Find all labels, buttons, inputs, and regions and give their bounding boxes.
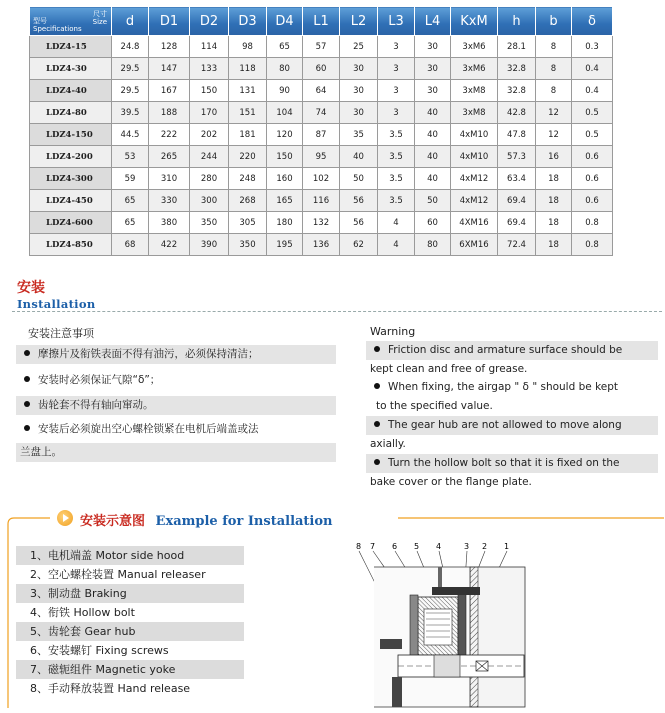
value-cell: 69.4: [498, 212, 536, 234]
value-cell: 64: [303, 80, 340, 102]
value-cell: 3.5: [378, 168, 415, 190]
parts-list-item: 2、空心螺栓装置 Manual releaser: [30, 568, 206, 581]
value-cell: 40: [415, 124, 451, 146]
value-cell: 3xM8: [451, 102, 498, 124]
value-cell: 102: [303, 168, 340, 190]
note-zh-4: [16, 420, 336, 462]
note-en-text: When fixing, the airgap " δ " should be kept: [388, 381, 619, 393]
table-row: [30, 102, 613, 124]
note-zh-text: 齿轮套不得有轴向窜动。: [38, 399, 154, 411]
value-cell: 12: [536, 102, 572, 124]
note-en-text: The gear hub are not allowed to move along: [388, 419, 622, 431]
parts-list-item: 5、齿轮套 Gear hub: [16, 622, 244, 641]
corner-model-label-en: Specifications: [33, 25, 82, 33]
value-cell: 265: [149, 146, 190, 168]
bullet-icon: [374, 346, 380, 352]
value-cell: 30: [415, 36, 451, 58]
value-cell: 53: [112, 146, 149, 168]
value-cell: 114: [190, 36, 229, 58]
column-header: L4: [415, 7, 451, 36]
table-corner-cell: [30, 7, 112, 36]
corner-model-label: 型号: [33, 17, 47, 25]
section-divider: [12, 311, 662, 312]
example-title-en: Example for Installation: [155, 514, 333, 529]
value-cell: 167: [149, 80, 190, 102]
example-title: [80, 510, 333, 529]
installation-diagram: [352, 537, 527, 709]
note-zh-3: [16, 396, 336, 415]
value-cell: 42.8: [498, 102, 536, 124]
model-cell: LDZ4-80: [30, 102, 112, 124]
value-cell: 3: [378, 36, 415, 58]
value-cell: 30: [340, 58, 378, 80]
value-cell: 330: [149, 190, 190, 212]
model-cell: LDZ4-200: [30, 146, 112, 168]
value-cell: 30: [340, 80, 378, 102]
value-cell: 8: [536, 58, 572, 80]
model-cell: LDZ4-30: [30, 58, 112, 80]
note-en-text-cont: bake cover or the flange plate.: [370, 476, 532, 488]
value-cell: 30: [415, 58, 451, 80]
bullet-icon: [24, 350, 30, 356]
value-cell: 0.5: [572, 124, 613, 146]
value-cell: 29.5: [112, 58, 149, 80]
value-cell: 30: [415, 80, 451, 102]
value-cell: 40: [415, 146, 451, 168]
note-en-text: Friction disc and armature surface should be: [388, 344, 623, 356]
value-cell: 0.5: [572, 102, 613, 124]
value-cell: 3.5: [378, 190, 415, 212]
value-cell: 56: [340, 212, 378, 234]
value-cell: 95: [303, 146, 340, 168]
value-cell: 44.5: [112, 124, 149, 146]
hand-release: [380, 639, 402, 649]
example-title-zh: 安装示意图: [80, 514, 146, 529]
value-cell: 16: [536, 146, 572, 168]
value-cell: 18: [536, 190, 572, 212]
armature: [410, 595, 418, 659]
value-cell: 268: [229, 190, 267, 212]
value-cell: 280: [190, 168, 229, 190]
corner-size-label: 尺寸: [93, 10, 107, 18]
value-cell: 3: [378, 102, 415, 124]
table-header-row: [30, 7, 613, 36]
value-cell: 4XM16: [451, 212, 498, 234]
table-row: [30, 212, 613, 234]
value-cell: 3: [378, 80, 415, 102]
value-cell: 24.8: [112, 36, 149, 58]
value-cell: 90: [267, 80, 303, 102]
value-cell: 69.4: [498, 190, 536, 212]
note-en-4: [366, 454, 658, 492]
column-header: D2: [190, 7, 229, 36]
diagram-label: 7: [370, 542, 376, 551]
diagram-label: 4: [436, 542, 442, 551]
column-header: KxM: [451, 7, 498, 36]
bullet-icon: [374, 383, 380, 389]
fixing-screw: [438, 567, 442, 587]
value-cell: 40: [415, 102, 451, 124]
value-cell: 300: [190, 190, 229, 212]
value-cell: 248: [229, 168, 267, 190]
value-cell: 65: [267, 36, 303, 58]
value-cell: 202: [190, 124, 229, 146]
value-cell: 4xM12: [451, 168, 498, 190]
value-cell: 188: [149, 102, 190, 124]
value-cell: 170: [190, 102, 229, 124]
diagram-label: 2: [482, 542, 488, 551]
value-cell: 40: [415, 168, 451, 190]
diagram-label: 3: [464, 542, 470, 551]
value-cell: 0.4: [572, 80, 613, 102]
bullet-icon: [24, 401, 30, 407]
value-cell: 150: [190, 80, 229, 102]
value-cell: 136: [303, 234, 340, 256]
parts-list-item: 8、手动释放装置 Hand release: [30, 682, 191, 695]
value-cell: 63.4: [498, 168, 536, 190]
value-cell: 390: [190, 234, 229, 256]
value-cell: 3: [378, 58, 415, 80]
value-cell: 29.5: [112, 80, 149, 102]
value-cell: 30: [340, 102, 378, 124]
value-cell: 180: [267, 212, 303, 234]
value-cell: 244: [190, 146, 229, 168]
value-cell: 104: [267, 102, 303, 124]
value-cell: 57: [303, 36, 340, 58]
value-cell: 62: [340, 234, 378, 256]
value-cell: 222: [149, 124, 190, 146]
value-cell: 18: [536, 212, 572, 234]
diagram-label: 1: [504, 542, 510, 551]
notes-en-heading: Warning: [370, 325, 416, 338]
value-cell: 4: [378, 212, 415, 234]
value-cell: 60: [303, 58, 340, 80]
value-cell: 133: [190, 58, 229, 80]
note-zh-text: 摩擦片及衔铁表面不得有油污，必须保持清洁；: [38, 348, 259, 360]
model-cell: LDZ4-15: [30, 36, 112, 58]
model-cell: LDZ4-850: [30, 234, 112, 256]
parts-list-item: 3、制动盘 Braking: [16, 584, 244, 603]
note-zh-1: [16, 345, 336, 364]
value-cell: 57.3: [498, 146, 536, 168]
value-cell: 422: [149, 234, 190, 256]
note-zh-text: 安装后必须旋出空心螺栓锁紧在电机后端盖或法: [38, 423, 259, 435]
value-cell: 305: [229, 212, 267, 234]
value-cell: 0.3: [572, 36, 613, 58]
column-header: D1: [149, 7, 190, 36]
value-cell: 0.8: [572, 234, 613, 256]
value-cell: 118: [229, 58, 267, 80]
model-cell: LDZ4-150: [30, 124, 112, 146]
value-cell: 68: [112, 234, 149, 256]
value-cell: 3xM6: [451, 58, 498, 80]
value-cell: 59: [112, 168, 149, 190]
value-cell: 47.8: [498, 124, 536, 146]
bullet-icon: [24, 425, 30, 431]
installation-heading: [17, 277, 95, 311]
value-cell: 25: [340, 36, 378, 58]
value-cell: 0.6: [572, 168, 613, 190]
value-cell: 32.8: [498, 80, 536, 102]
value-cell: 120: [267, 124, 303, 146]
value-cell: 220: [229, 146, 267, 168]
note-en-text-cont: kept clean and free of grease.: [370, 363, 528, 375]
diagram-label: 5: [414, 542, 420, 551]
value-cell: 4: [378, 234, 415, 256]
value-cell: 3xM8: [451, 80, 498, 102]
note-en-1: [366, 341, 658, 379]
value-cell: 4xM10: [451, 146, 498, 168]
column-header: h: [498, 7, 536, 36]
column-header: d: [112, 7, 149, 36]
value-cell: 116: [303, 190, 340, 212]
value-cell: 28.1: [498, 36, 536, 58]
value-cell: 160: [267, 168, 303, 190]
column-header: D3: [229, 7, 267, 36]
value-cell: 132: [303, 212, 340, 234]
value-cell: 380: [149, 212, 190, 234]
table-row: [30, 190, 613, 212]
value-cell: 181: [229, 124, 267, 146]
section-arrow-icon: [57, 510, 73, 526]
table-body: [30, 36, 613, 256]
note-en-3: [366, 416, 658, 454]
value-cell: 65: [112, 190, 149, 212]
diagram-label: 8: [356, 542, 362, 551]
value-cell: 4xM10: [451, 124, 498, 146]
value-cell: 151: [229, 102, 267, 124]
value-cell: 65: [112, 212, 149, 234]
parts-list-item: 7、磁轭组件 Magnetic yoke: [16, 660, 244, 679]
value-cell: 87: [303, 124, 340, 146]
value-cell: 74: [303, 102, 340, 124]
bullet-icon: [24, 376, 30, 382]
value-cell: 3.5: [378, 146, 415, 168]
bullet-icon: [374, 459, 380, 465]
value-cell: 50: [415, 190, 451, 212]
parts-list-item: 4、衔铁 Hollow bolt: [30, 606, 135, 619]
note-en-text-cont: axially.: [370, 438, 406, 450]
table-row: [30, 124, 613, 146]
value-cell: 40: [340, 146, 378, 168]
value-cell: 18: [536, 168, 572, 190]
model-cell: LDZ4-40: [30, 80, 112, 102]
hollow-bolt: [432, 587, 480, 595]
note-zh-2: [16, 371, 336, 390]
model-cell: LDZ4-300: [30, 168, 112, 190]
gear-hub: [434, 655, 460, 677]
value-cell: 18: [536, 234, 572, 256]
note-en-text: Turn the hollow bolt so that it is fixed on the: [388, 457, 620, 469]
braking-disc: [458, 593, 466, 663]
column-header: b: [536, 7, 572, 36]
value-cell: 35: [340, 124, 378, 146]
table-row: [30, 80, 613, 102]
column-header: L2: [340, 7, 378, 36]
value-cell: 165: [267, 190, 303, 212]
value-cell: 80: [415, 234, 451, 256]
value-cell: 128: [149, 36, 190, 58]
value-cell: 6XM16: [451, 234, 498, 256]
value-cell: 50: [340, 168, 378, 190]
column-header: L1: [303, 7, 340, 36]
column-header: D4: [267, 7, 303, 36]
value-cell: 195: [267, 234, 303, 256]
model-cell: LDZ4-600: [30, 212, 112, 234]
column-header: δ: [572, 7, 613, 36]
table-row: [30, 168, 613, 190]
value-cell: 12: [536, 124, 572, 146]
value-cell: 72.4: [498, 234, 536, 256]
value-cell: 131: [229, 80, 267, 102]
value-cell: 4xM12: [451, 190, 498, 212]
spec-table: [29, 6, 613, 256]
value-cell: 60: [415, 212, 451, 234]
value-cell: 350: [190, 212, 229, 234]
value-cell: 0.8: [572, 212, 613, 234]
value-cell: 3.5: [378, 124, 415, 146]
parts-list-item: 6、安装螺钉 Fixing screws: [30, 644, 169, 657]
note-en-text-cont: to the specified value.: [376, 400, 493, 412]
value-cell: 0.4: [572, 58, 613, 80]
note-zh-text: 安装时必须保证气隙“δ”；: [38, 374, 161, 386]
installation-title-en: Installation: [17, 297, 96, 311]
value-cell: 0.6: [572, 146, 613, 168]
diagram-label: 6: [392, 542, 398, 551]
table-row: [30, 36, 613, 58]
table-row: [30, 146, 613, 168]
value-cell: 147: [149, 58, 190, 80]
value-cell: 350: [229, 234, 267, 256]
value-cell: 32.8: [498, 58, 536, 80]
note-en-2: [366, 378, 658, 416]
parts-list-item: 1、电机端盖 Motor side hood: [16, 546, 244, 565]
value-cell: 310: [149, 168, 190, 190]
table-row: [30, 234, 613, 256]
value-cell: 8: [536, 80, 572, 102]
value-cell: 56: [340, 190, 378, 212]
bullet-icon: [374, 421, 380, 427]
notes-zh-heading: 安装注意事项: [28, 327, 94, 340]
table-row: [30, 58, 613, 80]
value-cell: 39.5: [112, 102, 149, 124]
value-cell: 150: [267, 146, 303, 168]
corner-size-label-en: Size: [92, 18, 107, 26]
column-header: L3: [378, 7, 415, 36]
value-cell: 80: [267, 58, 303, 80]
installation-title-zh: 安装: [17, 280, 45, 296]
value-cell: 98: [229, 36, 267, 58]
note-zh-text-cont: 兰盘上。: [20, 446, 62, 458]
value-cell: 8: [536, 36, 572, 58]
model-cell: LDZ4-450: [30, 190, 112, 212]
parts-list: [16, 546, 244, 698]
value-cell: 3xM6: [451, 36, 498, 58]
value-cell: 0.6: [572, 190, 613, 212]
